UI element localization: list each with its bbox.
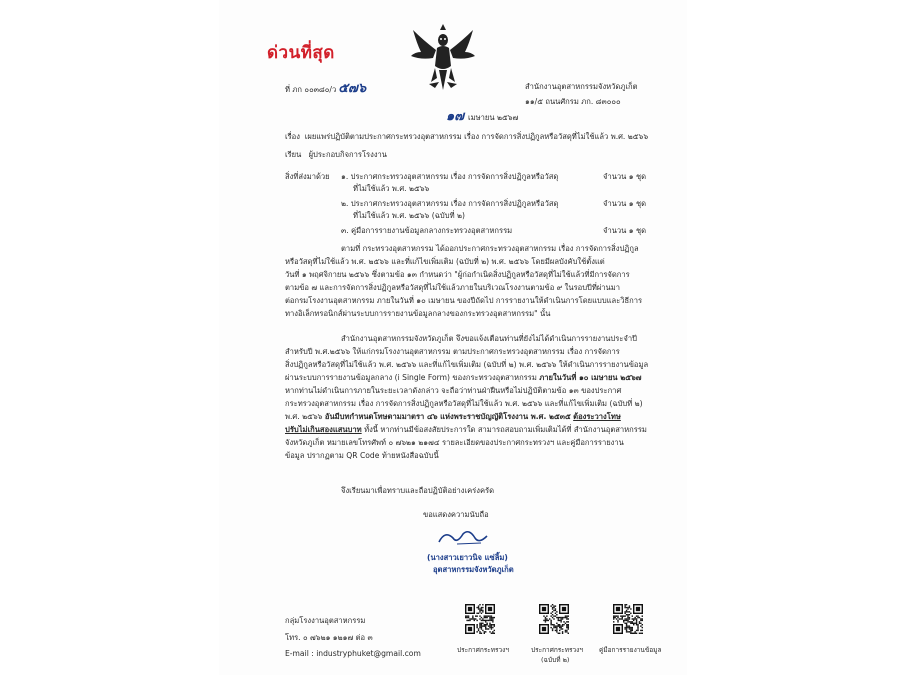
enclosure-item-2: ๒. ประกาศกระทรวงอุตสาหกรรม เรื่อง การจัดการสิ่งปฏิกูลหรือวัสดุ [341, 199, 559, 208]
para2-line: หากท่านไม่ดำเนินการภายในระยะเวลาดังกล่าว จะถือว่าท่านฝ่าฝืนหรือไม่ปฏิบัติตามข้อ ๑๓ ของประกาศ [285, 386, 622, 395]
para2-line: ผ่านระบบการรายงานข้อมูลกลาง (i Single Form) ของกระทรวงอุตสาหกรรม ภายในวันที่ ๑๐ เมษายน ๒๕๖๗ [285, 373, 642, 382]
qr-caption-2-line2: (ฉบับที่ ๒) [541, 656, 570, 664]
recipient-line: เรียน ผู้ประกอบกิจการโรงงาน [285, 150, 387, 159]
para1-line: ตามที่ กระทรวงอุตสาหกรรม ได้ออกประกาศกระทรวงอุตสาหกรรม เรื่อง การจัดการสิ่งปฏิกูล [341, 244, 639, 253]
para1-line: ทางอิเล็กทรอนิกส์ผ่านระบบการรายงานข้อมูลกลางของกระทรวงอุตสาหกรรม" นั้น [285, 309, 551, 318]
paragraph-2 [285, 332, 683, 462]
enclosure-item-3: ๓. คู่มือการรายงานข้อมูลกลางกระทรวงอุตสาหกรรม [341, 226, 513, 235]
qr-code-icon[interactable] [613, 604, 643, 634]
para2-line: พ.ศ. ๒๕๖๖ อันมีบทกำหนดโทษตามมาตรา ๔๖ แห่งพระราชบัญญัติโรงงาน พ.ศ. ๒๕๓๕ ต้องระวางโทษ [285, 412, 621, 421]
para2-line: ปรับไม่เกินสองแสนบาท ทั้งนี้ หากท่านมีข้อสงสัยประการใด สามารถสอบถามเพิ่มเติมได้ที่ สำนักงานอุตสาหกรรม [285, 425, 647, 434]
qr-code-icon[interactable] [465, 604, 495, 634]
signature-mark [435, 526, 495, 548]
enclosure-item-1: ๑. ประกาศกระทรวงอุตสาหกรรม เรื่อง การจัดการสิ่งปฏิกูลหรือวัสดุ [341, 172, 559, 181]
paragraph-1 [285, 242, 683, 320]
signer-title: อุตสาหกรรมจังหวัดภูเก็ต [433, 565, 514, 574]
closing-request: จึงเรียนมาเพื่อทราบและถือปฏิบัติอย่างเคร่งครัด [341, 486, 495, 495]
garuda-emblem-icon [409, 22, 477, 94]
qr-code-icon[interactable] [539, 604, 569, 634]
subject-line: เรื่อง เผยแพร่ปฏิบัติตามประกาศกระทรวงอุตสาหกรรม เรื่อง การจัดการสิ่งปฏิกูลหรือวัสดุที่ไม่ใช้แล้ว พ.ศ. ๒๕๖๖ [285, 132, 649, 141]
office-address: ๑๑/๕ ถนนศักรม ภก. ๘๓๐๐๐ [525, 97, 621, 106]
para2-line: ข้อมูล ปรากฏตาม QR Code ท้ายหนังสือฉบับนี้ [285, 451, 439, 460]
enclosure-item-2-qty: จำนวน ๑ ชุด [603, 199, 647, 208]
para1-line: วันที่ ๑ พฤศจิกายน ๒๕๖๖ ซึ่งตามข้อ ๑๓ กำหนดว่า "ผู้ก่อกำเนิดสิ่งปฏิกูลหรือวัสดุที่ไม่ใช้แล้วที่มีการจัดการ [285, 270, 630, 279]
para2-line: สำหรับปี พ.ศ.๒๕๖๖ ให้แก่กรมโรงงานอุตสาหกรรม ตามประกาศกระทรวงอุตสาหกรรม เรื่อง การจัดการ [285, 347, 620, 356]
para2-line: สิ่งปฏิกูลหรือวัสดุที่ไม่ใช้แล้ว พ.ศ. ๒๕๖๖ และที่แก้ไขเพิ่มเติม (ฉบับที่ ๒) พ.ศ. ๒๕๖๖ ให้ดำเนินการรายงานข้อมูล [285, 360, 649, 369]
closing-regards: ขอแสดงความนับถือ [423, 510, 489, 519]
doc-date: ๑๗ เมษายน ๒๕๖๗ [446, 109, 519, 124]
enclosure-item-1-line2: ที่ไม่ใช้แล้ว พ.ศ. ๒๕๖๖ [353, 184, 430, 193]
urgency-label: ด่วนที่สุด [267, 43, 335, 63]
para1-line: หรือวัสดุที่ไม่ใช้แล้ว พ.ศ. ๒๕๖๖ และที่แก้ไขเพิ่มเติม (ฉบับที่ ๒) พ.ศ. ๒๕๖๖ โดยมีผลบังคับใช้ตั้งแต่ [285, 257, 605, 266]
para2-line: สำนักงานอุตสาหกรรมจังหวัดภูเก็ต จึงขอแจ้งเตือนท่านที่ยังไม่ได้ดำเนินการรายงานประจำปี [341, 334, 637, 343]
office-name: สำนักงานอุตสาหกรรมจังหวัดภูเก็ต [525, 82, 638, 91]
document-page [219, 0, 687, 675]
para1-line: ตามข้อ ๗ และการจัดการสิ่งปฏิกูลหรือวัสดุที่ไม่ใช้แล้วภายในบริเวณโรงงานตามข้อ ๙ ในรอบปีที่ผ่านมา [285, 283, 621, 292]
doc-number: ที่ ภก ๐๐๓๘๐/ว ๕๗๖ [285, 81, 367, 96]
footer-department: กลุ่มโรงงานอุตสาหกรรม [285, 616, 366, 625]
qr-caption-1: ประกาศกระทรวงฯ [457, 646, 509, 654]
footer-email: E-mail : industryphuket@gmail.com [285, 649, 421, 658]
qr-caption-3: คู่มือการรายงานข้อมูล [599, 646, 662, 654]
para2-line: จังหวัดภูเก็ต หมายเลขโทรศัพท์ ๐ ๗๖๒๑ ๒๑๗๔ รายละเอียดของประกาศกระทรวงฯ และคู่มือการรายงาน [285, 438, 624, 447]
qr-caption-2: ประกาศกระทรวงฯ [531, 646, 583, 654]
para2-line: กระทรวงอุตสาหกรรม เรื่อง การจัดการสิ่งปฏิกูลหรือวัสดุที่ไม่ใช้แล้ว พ.ศ. ๒๕๖๖ และที่แก้ไขเพิ่มเติม (ฉบับที่ ๒) [285, 399, 643, 408]
enclosure-item-3-qty: จำนวน ๑ ชุด [603, 226, 647, 235]
signer-name: (นางสาวเยาวนิจ แซ่ลิ้ม) [427, 553, 508, 562]
enclosure-item-2-line2: ที่ไม่ใช้แล้ว พ.ศ. ๒๕๖๖ (ฉบับที่ ๒) [353, 211, 465, 220]
enclosures-label: สิ่งที่ส่งมาด้วย [285, 172, 330, 181]
para1-line: ต่อกรมโรงงานอุตสาหกรรม ภายในวันที่ ๑๐ เมษายน ของปีถัดไป การรายงานให้ดำเนินการโดยแบบและวิธีการ [285, 296, 643, 305]
enclosure-item-1-qty: จำนวน ๑ ชุด [603, 172, 647, 181]
footer-phone: โทร. ๐ ๗๖๒๑ ๑๒๑๗ ต่อ ๓ [285, 633, 373, 642]
